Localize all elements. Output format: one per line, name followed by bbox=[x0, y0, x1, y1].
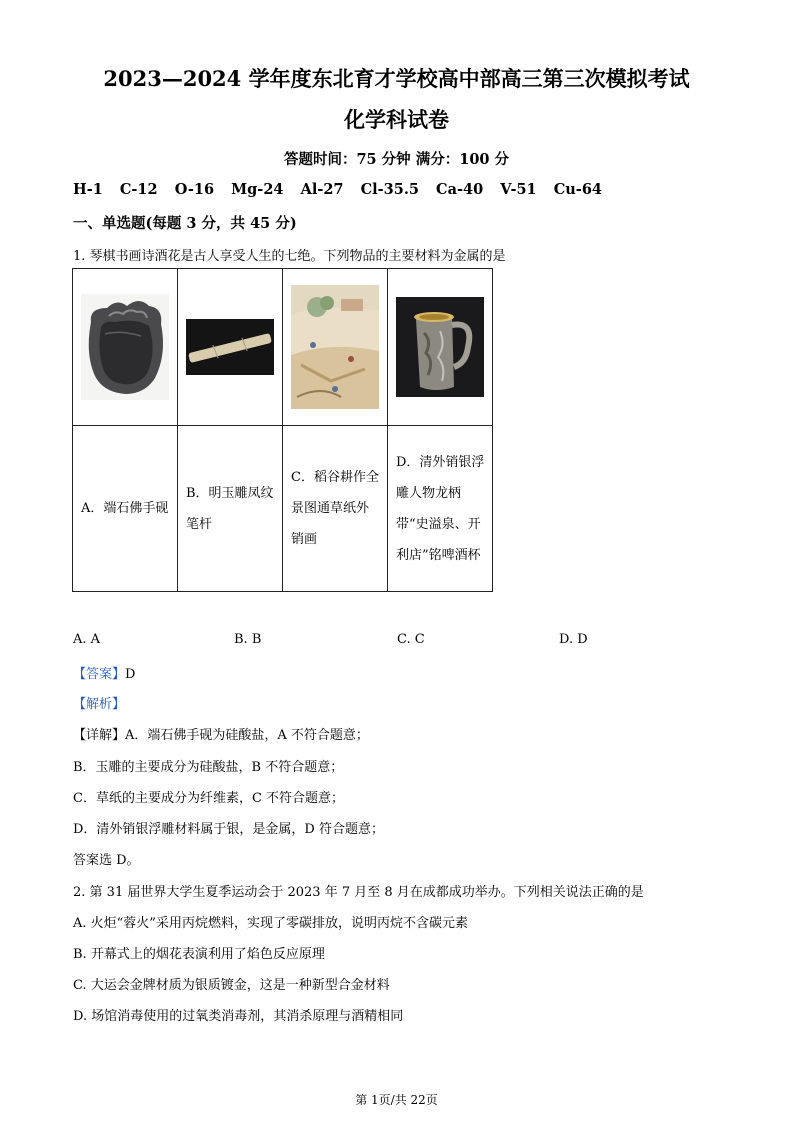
option-d-image-cell bbox=[388, 269, 493, 426]
atomic-mass: Al-27 bbox=[300, 181, 344, 198]
question-1-options-table bbox=[72, 268, 493, 592]
atomic-mass: O-16 bbox=[174, 181, 215, 198]
question-2-stem: 2. 第 31 届世界大学生夏季运动会于 2023 年 7 月至 8 月在成都成功举办。下列相关说法正确的是 bbox=[73, 885, 644, 900]
question-2-option-d: D. 场馆消毒使用的过氧类消毒剂，其消杀原理与酒精相同 bbox=[73, 1009, 404, 1024]
choice-a: A. A bbox=[73, 632, 101, 647]
option-a-image-cell bbox=[73, 269, 178, 426]
detail-line: 答案选 D。 bbox=[73, 853, 140, 868]
choice-b: B. B bbox=[234, 632, 262, 647]
atomic-mass: H-1 bbox=[73, 181, 103, 198]
detail-text: A．端石佛手砚为硅酸盐，A 不符合题意； bbox=[125, 728, 369, 743]
option-d-label: D．清外销银浮雕人物龙柄带“史溢泉、开利店”铭啤酒杯 bbox=[388, 426, 493, 592]
atomic-mass: Cl-35.5 bbox=[360, 181, 419, 198]
atomic-mass: Cu-64 bbox=[553, 181, 602, 198]
atomic-mass: Ca-40 bbox=[436, 181, 484, 198]
option-c-image-cell bbox=[283, 269, 388, 426]
question-1-stem: 1. 琴棋书画诗酒花是古人享受人生的七绝。下列物品的主要材料为金属的是 bbox=[73, 249, 506, 264]
atomic-mass: C-12 bbox=[119, 181, 158, 198]
option-b-image-cell bbox=[178, 269, 283, 426]
page-number: 第 1页/共 22页 bbox=[355, 1093, 438, 1107]
exam-subject: 化学科试卷 bbox=[344, 107, 449, 132]
detail-line: C．草纸的主要成分为纤维素，C 不符合题意； bbox=[73, 791, 345, 806]
question-2-option-c: C. 大运会金牌材质为银质镀金，这是一种新型合金材料 bbox=[73, 978, 390, 993]
detail-line: B．玉雕的主要成分为硅酸盐，B 不符合题意； bbox=[73, 760, 344, 775]
option-a-label: A．端石佛手砚 bbox=[73, 426, 178, 592]
jade-brush-image bbox=[186, 319, 274, 375]
silver-beer-mug-image bbox=[396, 297, 484, 397]
export-painting-image bbox=[291, 285, 379, 409]
choice-d: D. D bbox=[559, 632, 588, 647]
option-c-label: C．稻谷耕作全景图通草纸外销画 bbox=[283, 426, 388, 592]
answer-line bbox=[73, 663, 135, 682]
exam-info: 答题时间：75 分钟 满分：100 分 bbox=[283, 151, 510, 168]
answer-label: 【答案】 bbox=[73, 667, 126, 682]
detail-line: D．清外销银浮雕材料属于银，是金属，D 符合题意； bbox=[73, 822, 384, 837]
section-heading: 一、单选题(每题 3 分，共 45 分) bbox=[73, 215, 297, 232]
atomic-mass: Mg-24 bbox=[231, 181, 284, 198]
question-2-option-a: A. 火炬“蓉火”采用丙烷燃料，实现了零碳排放，说明丙烷不含碳元素 bbox=[73, 916, 468, 931]
detail-label: 【详解】 bbox=[73, 728, 126, 743]
analysis-label: 【解析】 bbox=[73, 697, 126, 712]
detail-line bbox=[73, 724, 369, 743]
exam-title: 2023—2024 学年度东北育才学校高中部高三第三次模拟考试 bbox=[103, 66, 690, 91]
inkstone-image bbox=[81, 294, 169, 400]
atomic-masses bbox=[73, 181, 602, 198]
answer-value: D bbox=[125, 667, 136, 682]
choice-c: C. C bbox=[397, 632, 425, 647]
atomic-mass: V-51 bbox=[500, 181, 537, 198]
question-2-option-b: B. 开幕式上的烟花表演利用了焰色反应原理 bbox=[73, 947, 325, 962]
option-b-label: B．明玉雕凤纹笔杆 bbox=[178, 426, 283, 592]
